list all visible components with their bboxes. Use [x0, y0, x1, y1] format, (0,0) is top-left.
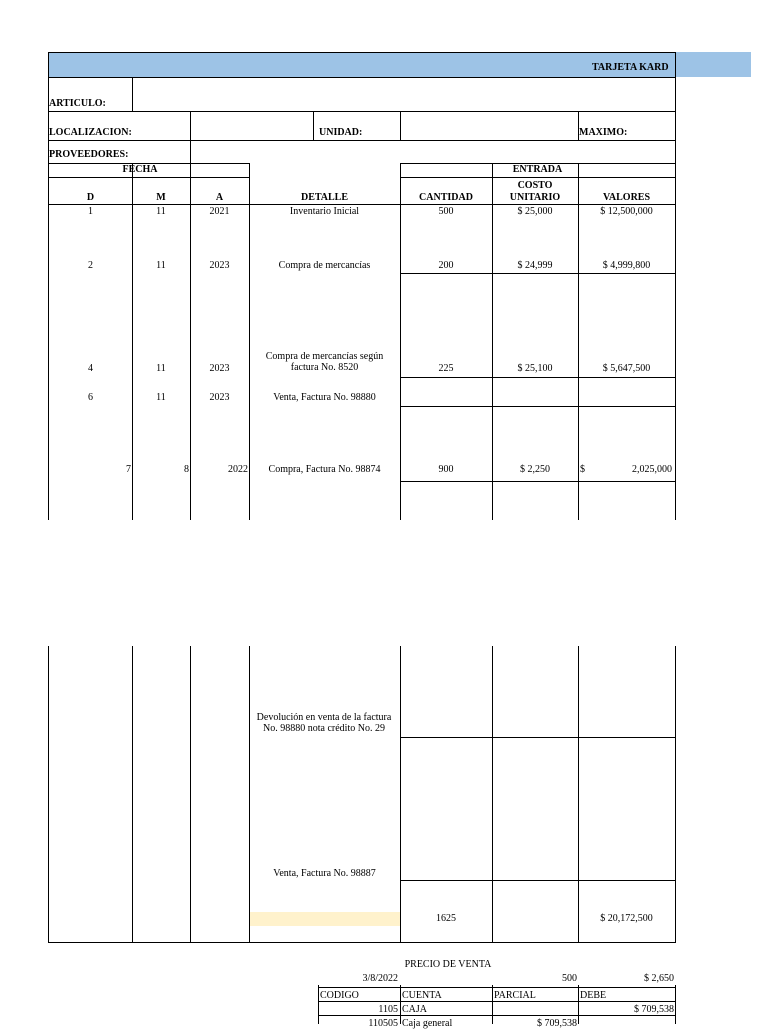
row-2-cantidad: 200: [438, 260, 454, 271]
grid-line: [400, 177, 675, 178]
grid-line: [249, 646, 250, 943]
row-5-valores-symbol: $: [580, 464, 585, 475]
grid-line: [318, 1015, 675, 1016]
row-2-m: 11: [156, 260, 166, 271]
row-4-m: 11: [156, 392, 166, 403]
grid-line: [492, 985, 493, 1024]
row-5-valores-amount: 2,025,000: [632, 464, 672, 475]
grid-line: [318, 985, 319, 1024]
grid-line: [492, 163, 493, 520]
row-1-detalle: Inventario Inicial: [289, 206, 360, 217]
grid-line: [400, 646, 401, 943]
accounts-header-parcial: PARCIAL: [494, 990, 536, 1001]
grid-line: [190, 163, 191, 520]
row-2-costo: $ 24,999: [517, 260, 553, 271]
accounts-header-codigo: CODIGO: [320, 990, 359, 1001]
row-1-cantidad: 500: [438, 206, 454, 217]
accounts-row-1-debe: $ 709,538: [634, 1004, 674, 1015]
accounts-row-1-cuenta: CAJA: [402, 1004, 428, 1015]
page-title: TARJETA KARD: [592, 62, 669, 73]
grid-line: [318, 987, 675, 988]
grid-line: [400, 163, 401, 520]
total-cantidad: 1625: [436, 913, 456, 924]
accounts-header-debe: DEBE: [580, 990, 607, 1001]
total-valores: $ 20,172,500: [600, 913, 653, 924]
row-3-cantidad: 225: [438, 363, 454, 374]
grid-line: [492, 646, 493, 943]
row-3-valores: $ 5,647,500: [602, 363, 651, 374]
grid-line: [675, 985, 676, 1024]
grid-line: [400, 406, 675, 407]
grid-line: [675, 646, 676, 943]
grid-line: [578, 985, 579, 1024]
grid-line: [48, 52, 49, 77]
row-3-detalle: Compra de mercancías según factura No. 8520: [265, 351, 384, 373]
row-1-valores: $ 12,500,000: [600, 206, 653, 217]
row-1-d: 1: [88, 206, 93, 217]
grid-line: [249, 163, 250, 520]
accounts-row-2-parcial: $ 709,538: [537, 1018, 577, 1029]
grid-line: [400, 737, 675, 738]
row-4-a: 2023: [209, 392, 230, 403]
articulo-label: ARTICULO:: [49, 98, 106, 109]
title-bar-overflow: [675, 52, 751, 77]
col-d-header: D: [86, 192, 95, 203]
grid-line: [48, 140, 675, 141]
precio-venta-date: 3/8/2022: [362, 973, 398, 984]
grid-line: [48, 163, 249, 164]
row-3-costo: $ 25,100: [517, 363, 553, 374]
highlight-cell: [249, 912, 400, 926]
grid-line: [318, 1001, 675, 1002]
col-a-header: A: [215, 192, 224, 203]
row-4-detalle: Venta, Factura No. 98880: [273, 392, 376, 403]
grid-line: [132, 646, 133, 943]
row-7-detalle: Venta, Factura No. 98887: [273, 868, 376, 879]
grid-line: [48, 52, 675, 53]
accounts-row-2-cuenta: Caja general: [402, 1018, 453, 1029]
fecha-header: FECHA: [122, 164, 158, 175]
grid-line: [400, 377, 675, 378]
grid-line: [48, 77, 675, 78]
row-5-d: 7: [126, 464, 131, 475]
row-5-detalle: Compra, Factura No. 98874: [268, 464, 381, 475]
grid-line: [400, 481, 675, 482]
col-valores-header: VALORES: [602, 192, 651, 203]
precio-venta-quantity: 500: [562, 973, 577, 984]
row-1-costo: $ 25,000: [517, 206, 553, 217]
entrada-header: ENTRADA: [512, 164, 563, 175]
row-5-costo: $ 2,250: [520, 464, 550, 475]
grid-line: [400, 985, 401, 1024]
maximo-label: MAXIMO:: [579, 127, 628, 138]
row-3-d: 4: [88, 363, 93, 374]
row-1-m: 11: [156, 206, 166, 217]
grid-line: [578, 163, 579, 520]
row-3-m: 11: [156, 363, 166, 374]
grid-line: [190, 111, 191, 163]
grid-line: [190, 646, 191, 943]
accounts-row-2-codigo: 110505: [368, 1018, 398, 1029]
row-2-d: 2: [88, 260, 93, 271]
grid-line: [48, 942, 675, 943]
proveedores-label: PROVEEDORES:: [49, 149, 129, 160]
localizacion-label: LOCALIZACION:: [49, 127, 132, 138]
row-5-m: 8: [184, 464, 189, 475]
row-1-a: 2021: [209, 206, 230, 217]
grid-line: [48, 77, 49, 520]
grid-line: [400, 880, 675, 881]
col-costo-header-line1: COSTO: [517, 180, 553, 191]
grid-line: [400, 273, 675, 274]
row-6-detalle: Devolución en venta de la factura No. 98880 nota crédito No. 29: [256, 712, 392, 734]
accounts-row-1-codigo: 1105: [378, 1004, 398, 1015]
grid-line: [313, 111, 314, 140]
grid-line: [675, 52, 676, 77]
row-5-a: 2022: [228, 464, 248, 475]
precio-venta-price: $ 2,650: [644, 973, 674, 984]
col-m-header: M: [156, 192, 166, 203]
row-2-a: 2023: [209, 260, 230, 271]
grid-line: [400, 111, 401, 140]
grid-line: [675, 77, 676, 163]
grid-line: [400, 163, 675, 164]
precio-venta-title: PRECIO DE VENTA: [404, 959, 492, 970]
grid-line: [48, 204, 675, 205]
grid-line: [48, 111, 675, 112]
grid-line: [578, 646, 579, 943]
col-cantidad-header: CANTIDAD: [419, 192, 473, 203]
col-detalle-header: DETALLE: [300, 192, 349, 203]
grid-line: [675, 163, 676, 520]
grid-line: [48, 646, 49, 943]
row-3-a: 2023: [209, 363, 230, 374]
row-4-d: 6: [88, 392, 93, 403]
accounts-header-cuenta: CUENTA: [402, 990, 442, 1001]
grid-line: [132, 163, 133, 520]
unidad-label: UNIDAD:: [319, 127, 363, 138]
row-2-detalle: Compra de mercancías: [278, 260, 371, 271]
grid-line: [132, 77, 133, 111]
row-5-cantidad: 900: [438, 464, 454, 475]
grid-line: [48, 177, 249, 178]
grid-line: [578, 111, 579, 140]
row-2-valores: $ 4,999,800: [602, 260, 651, 271]
col-costo-header-line2: UNITARIO: [509, 192, 561, 203]
